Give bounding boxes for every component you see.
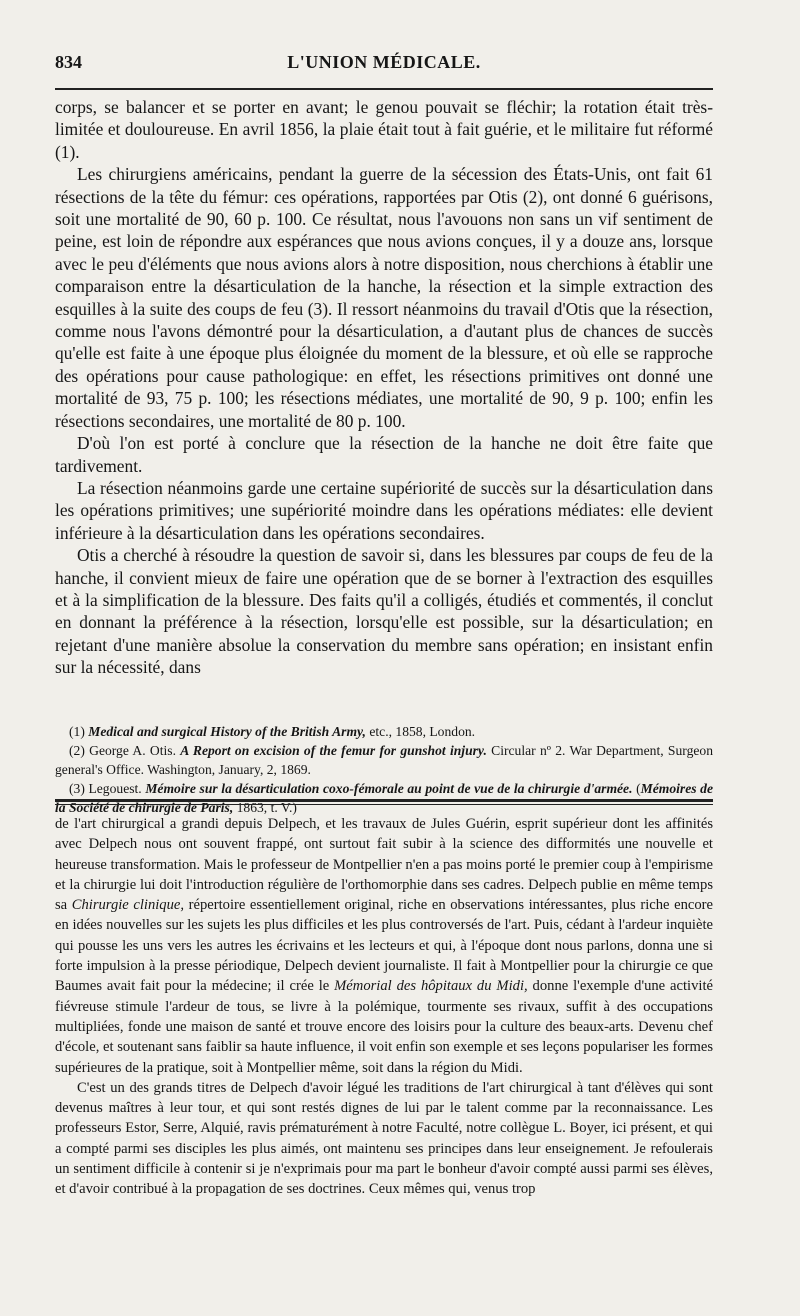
footnote-3-rest: 1863, t. V.)	[233, 800, 297, 815]
footnote-3-number: (3) Legouest.	[69, 781, 146, 796]
main-article	[55, 96, 713, 679]
paragraph-3: D'où l'on est porté à conclure que la résection de la hanche ne doit être faite que tardivement.	[55, 433, 713, 476]
header-rule	[55, 88, 713, 90]
feuilleton-text-b: répertoire essentiellement original, riche en observations intéressantes, plus riche encore en idées nouvelles sur les sujets les plus difficiles et les plus controversés de l'art. Puis, cédant à l'ardeur inquiète qui pousse les uns vers les autres les écrivains et les lecteurs et qui, à l'époque dont nous parlons, donna une si forte impulsion à la presse périodique, Delpech devient journaliste. Il fait à Montpellier pour la chirurgie ce que Baumes avait fait pour la médecine; il crée le	[55, 897, 713, 995]
page-header	[55, 52, 713, 80]
feuilleton-rule-thin	[55, 804, 713, 805]
footnote-3-title2: Mémoires de la Société de chirurgie de Paris,	[55, 781, 713, 815]
footnotes	[55, 722, 713, 817]
footnote-3-mid: (	[632, 781, 641, 796]
feuilleton-rule-thick	[55, 799, 713, 802]
footnote-1	[55, 722, 713, 741]
footnote-1-title: Medical and surgical History of the British Army,	[88, 724, 366, 739]
footnote-2-number: (2) George A. Otis.	[69, 743, 181, 758]
page-number: 834	[55, 52, 82, 72]
feuilleton-text-a: de l'art chirurgical a grandi depuis Delpech, et les travaux de Jules Guérin, esprit supérieur dont les affinités avec Delpech nous ont souvent frappé, ont surtout fait subir à la science des difformités une nouvelle et heureuse transformation. Mais le professeur de Montpellier n'en a pas moins porté le premier coup à l'empirisme et la chirurgie lui doit l'introduction régulière de l'orthomorphie dans ses cadres. Delpech publie en même temps sa	[55, 816, 713, 914]
feuilleton-text-c: donne l'exemple d'une activité fiévreuse stimule l'ardeur de tous, se livre à la polémique, tourmente ses rivaux, suffit à des occupations multipliées, fonde une maison de santé et trouve encore des loisirs pour la culture des beaux-arts. Devenu chef d'école, et soutenant sans faiblir sa haute influence, il voit enfin son exemple et ses leçons populariser les formes supérieures de la pratique, soit à Montpellier même, soit dans la région du Midi.	[55, 978, 713, 1076]
paragraph-2: Les chirurgiens américains, pendant la guerre de la sécession des États-Unis, ont fait 61 résections de la tête du fémur: ces opérations, rapportées par Otis (2), ont donné 6 guérisons, soit une mortalité de 90, 60 p. 100. Ce résultat, nous l'avouons non sans un vif sentiment de peine, est loin de répondre aux espérances que nous avions conçues, il y a douze ans, lorsque avec le peu d'éléments que nous avions alors à notre disposition, nous cherchions à établir une comparaison entre la désarticulation de la hanche, la résection et la simple extraction des esquilles à la suite des coups de feu (3). Il ressort néanmoins du travail d'Otis que la résection, comme nous l'avons démontré pour la désarticulation, a d'autant plus de chances de succès qu'elle est faite à une époque plus éloignée du moment de la blessure, et où elle se rapproche des opérations pour cause pathologique: en effet, les résections primitives ont donné une mortalité de 93, 75 p. 100; les résections médiates, une mortalité de 90, 9 p. 100; enfin les résections secondaires, une mortalité de 80 p. 100.	[55, 164, 713, 431]
paragraph-4: La résection néanmoins garde une certaine supériorité de succès sur la désarticulation dans les opérations primitives; une supériorité moindre dans les opérations médiates: elle devient inférieure à la désarticulation dans les opérations secondaires.	[55, 477, 713, 543]
footnote-2-title: A Report on excision of the femur for gunshot injury.	[180, 743, 487, 758]
feuilleton-paragraph-1	[55, 814, 713, 1078]
feuilleton-title-chirurgie-clinique: Chirurgie clinique,	[71, 897, 185, 914]
feuilleton-article	[55, 814, 713, 1200]
running-title: L'UNION MÉDICALE.	[287, 52, 481, 72]
footnote-3	[55, 779, 713, 817]
feuilleton-paragraph-2: C'est un des grands titres de Delpech d'avoir légué les traditions de l'art chirurgical à tant d'élèves qui sont devenus maîtres à leur tour, et qui sont restés dignes de lui par le talent comme par la reconnaissance. Les professeurs Estor, Serre, Alquié, ravis prématurément à notre Faculté, notre collègue L. Boyer, ici présent, et qui a compté parmi ses disciples les plus aimés, ont maintenu ses principes dans leur enseignement. Je refoulerais un sentiment difficile à contenir si je n'exprimais pour ma part le bonheur d'avoir compté aussi parmi ses élèves, et d'avoir contribué à la propagation de ses doctrines. Ceux mêmes qui, venus trop	[55, 1079, 713, 1198]
paragraph-5: Otis a cherché à résoudre la question de savoir si, dans les blessures par coups de feu de la hanche, il convient mieux de faire une opération que de se borner à l'extraction des esquilles et à la simplification de la blessure. Des faits qu'il a colligés, étudiés et commentés, il conclut en donnant la préférence à la résection, lorsqu'elle est possible, sur la désarticulation; en rejetant d'une manière absolue la conservation du membre sans opération; en insistant enfin sur la nécessité, dans	[55, 545, 713, 678]
footnote-1-rest: etc., 1858, London.	[365, 724, 476, 739]
footnote-2-rest: Circular nº 2. War Department, Surgeon general's Office. Washington, January, 2, 1869.	[55, 743, 713, 777]
paragraph-1: corps, se balancer et se porter en avant; le genou pouvait se fléchir; la rotation était très-limitée et douloureuse. En avril 1856, la plaie était tout à fait guérie, et le militaire fut réformé (1).	[55, 97, 713, 162]
feuilleton-title-memorial: Mémorial des hôpitaux du Midi,	[334, 978, 528, 995]
footnote-1-number: (1)	[69, 724, 89, 739]
footnote-3-title: Mémoire sur la désarticulation coxo-fémorale au point de vue de la chirurgie d'armée.	[145, 781, 633, 796]
footnote-2	[55, 741, 713, 779]
